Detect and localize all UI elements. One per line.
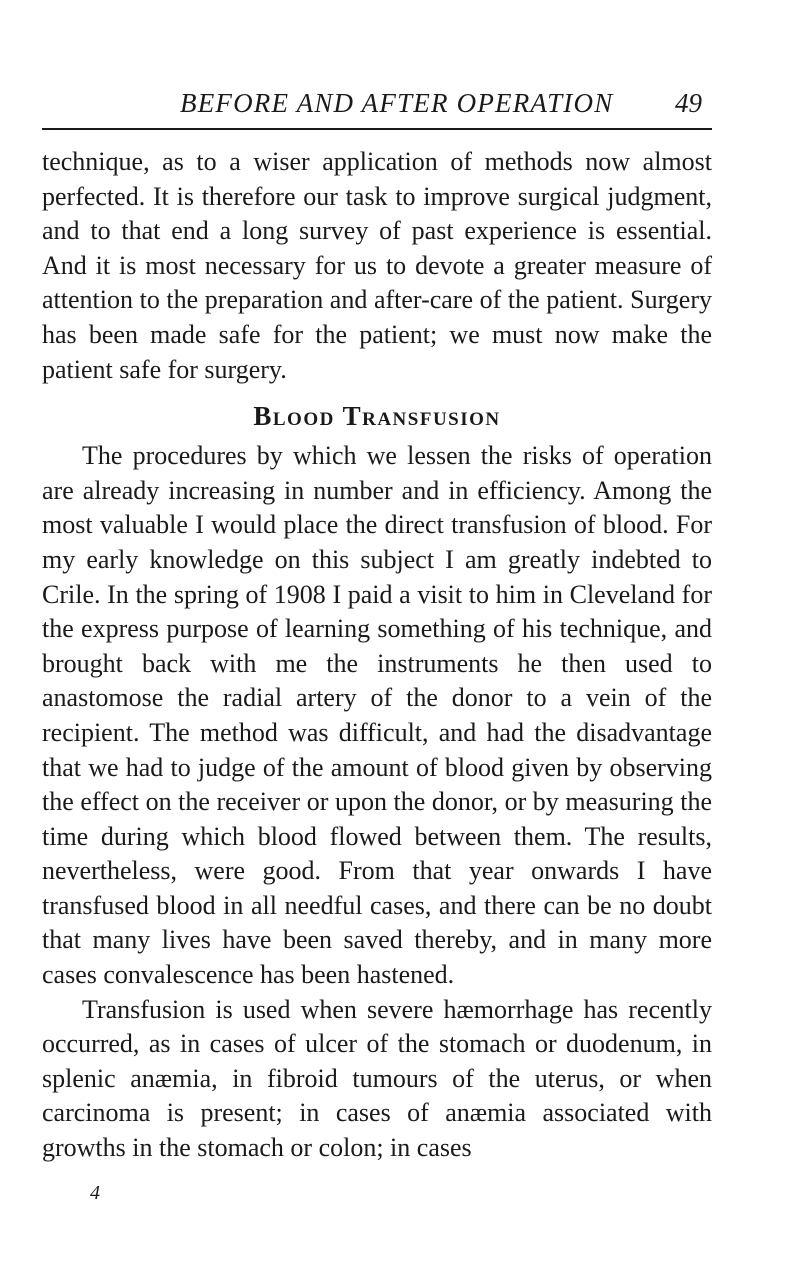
page-number: 49 (675, 88, 702, 118)
section-heading: Blood Transfusion (253, 401, 501, 432)
running-title: BEFORE AND AFTER OPERATION (180, 88, 614, 118)
paragraph-transfusion-intro: The procedures by which we lessen the risks of operation are already increasing in number and in efficiency. Among the most valuable I would place the direct transfusion of blood. For my early knowledge on this subject I am greatly indebted to Crile. In the spring of 1908 I paid a visit to him in Cleveland for the express purpose of learning something of his technique, and brought back with me the instruments he then used to anastomose the radial artery of the donor to a vein of the recipient. The method was difficult, and had the disadvantage that we had to judge of the amount of blood given by observing the effect on the receiver or upon the donor, or by measuring the time during which blood flowed between them. The results, nevertheless, were good. From that year onwards I have transfused blood in all needful cases, and there can be no doubt that many lives have been saved thereby, and in many more cases convalescence has been hastened. (42, 441, 712, 990)
paragraph-transfusion-uses: Transfusion is used when severe hæmorrhage has recently occurred, as in cases of ulcer of the stomach or duodenum, in splenic anæmia, in fibroid tumours of the uterus, or when carcinoma is present; in cases of anæmia associated with growths in the stomach or colon; in cases (42, 994, 712, 1163)
paragraph-continued: technique, as to a wiser application of methods now almost perfected. It is therefore our task to improve surgical judgment, and to that end a long survey of past experience is essential. And it is most necessary for us to devote a greater measure of attention to the preparation and after-care of the patient. Surgery has been made safe for the patient; we must now make the patient safe for surgery. (42, 147, 712, 384)
header-rule (42, 128, 712, 130)
running-head (42, 84, 712, 124)
body-text (42, 145, 712, 1166)
signature-mark: 4 (90, 1182, 100, 1204)
